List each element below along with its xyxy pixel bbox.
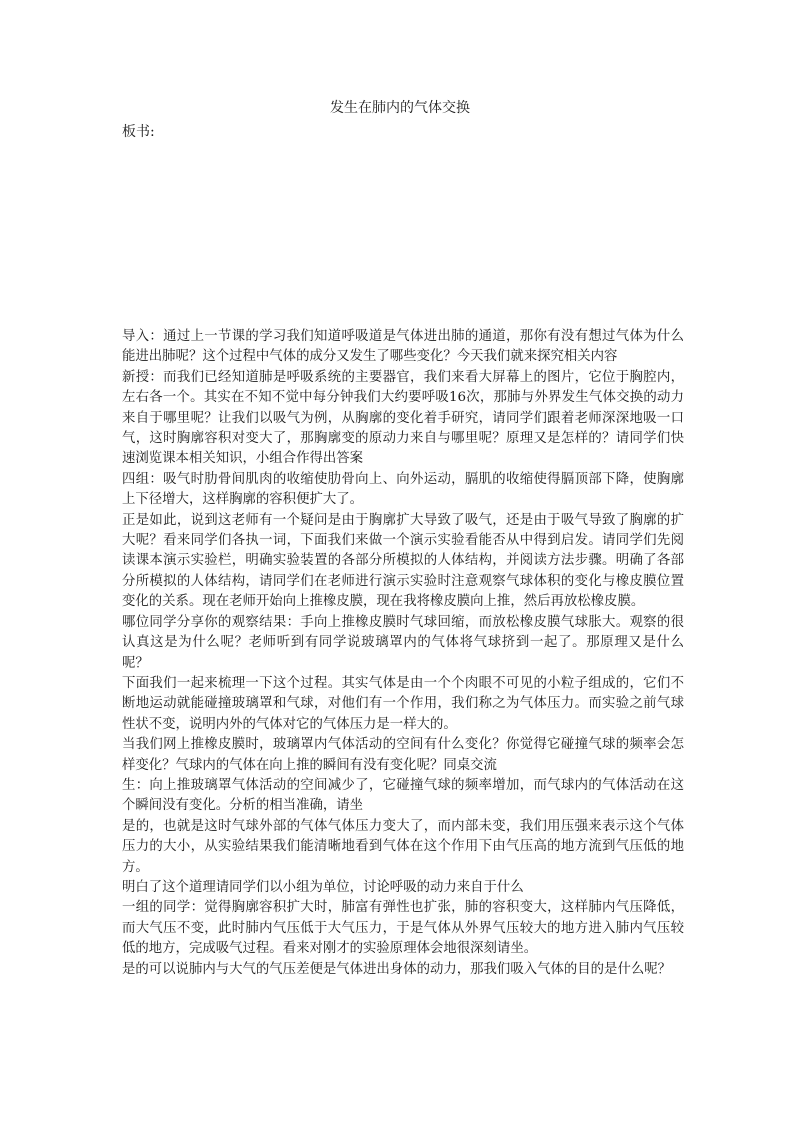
paragraph-observation: 哪位同学分享你的观察结果：手向上推橡皮膜时气球回缩，而放松橡皮膜气球胀大。观察的很认真这是为什么呢？老师听到有同学说玻璃罩内的气体将气球挤到一起了。那原理又是什么呢？ — [122, 614, 684, 671]
paragraph-new-lesson: 新授：而我们已经知道肺是呼吸系统的主要器官，我们来看大屏幕上的图片，它位于胸腔内，左右各一个。其实在不知不觉中每分钟我们大约要呼吸16次，那肺与外界发生气体交换的动力来自于哪里呢？让我们以吸气为例，从胸廓的变化着手研究，请同学们跟着老师深深地吸一口气，这时胸廓容积对变大了，那胸廓变的原动力来自与哪里呢？原理又是怎样的？请同学们快速浏览课本相关知识，小组合作得出答案 — [122, 369, 684, 467]
paragraph-gas-pressure: 下面我们一起来梳理一下这个过程。其实气体是由一个个肉眼不可见的小粒子组成的，它们不断地运动就能碰撞玻璃罩和气球，对他们有一个作用，我们称之为气体压力。而实验之前气球性状不变，说明内外的气体对它的气体压力是一样大的。 — [122, 675, 684, 732]
paragraph-push-membrane: 当我们网上推橡皮膜时，玻璃罩内气体活动的空间有什么变化？你觉得它碰撞气球的频率会怎样变化？气球内的气体在向上推的瞬间有没有变化呢？同桌交流 — [122, 737, 684, 773]
paragraph-conclusion: 是的可以说肺内与大气的气压差便是气体进出身体的动力，那我们吸入气体的目的是什么呢？ — [122, 961, 672, 977]
paragraph-demo-experiment: 正是如此，说到这老师有一个疑问是由于胸廓扩大导致了吸气，还是由于吸气导致了胸廓的扩大呢？看来同学们各执一词，下面我们来做一个演示实验看能否从中得到启发。请同学们先阅读课本演示实验栏，明确实验装置的各部分所模拟的人体结构，并阅读方法步骤。明确了各部分所模拟的人体结构，请同学们在老师进行演示实验时注意观察气球体积的变化与橡皮膜位置变化的关系。现在老师开始向上推橡皮膜，现在我将橡皮膜向上推，然后再放松橡皮膜。 — [122, 512, 684, 610]
paragraph-group-discussion: 明白了这个道理请同学们以小组为单位，讨论呼吸的动力来自于什么 — [122, 879, 524, 895]
board-label: 板书: — [122, 124, 155, 140]
paragraph-intro: 导入：通过上一节课的学习我们知道呼吸道是气体进出肺的通道，那你有没有想过气体为什么能进出肺呢？这个过程中气体的成分又发生了哪些变化？今天我们就来探究相关内容 — [122, 329, 684, 365]
paragraph-group-four: 四组：吸气时肋骨间肌肉的收缩使肋骨向上、向外运动，膈肌的收缩使得膈顶部下降，使胸廓上下径增大，这样胸廓的容积便扩大了。 — [122, 471, 684, 508]
blackboard-area-blank — [122, 146, 678, 322]
paragraph-student-answer: 生：向上推玻璃罩气体活动的空间减少了，它碰撞气球的频率增加，而气球内的气体活动在这个瞬间没有变化。分析的相当准确，请坐 — [122, 777, 684, 814]
paragraph-group-one: 一组的同学：觉得胸廓容积扩大时，肺富有弹性也扩张，肺的容积变大，这样肺内气压降低，而大气压不变，此时肺内气压低于大气压力，于是气体从外界气压较大的地方进入肺内气压较低的地方，完成吸气过程。看来对刚才的实验原理体会地很深刻请坐。 — [122, 900, 684, 957]
lesson-body — [122, 327, 684, 980]
document-title: 发生在肺内的气体交换 — [330, 100, 470, 116]
paragraph-pressure-explanation: 是的，也就是这时气球外部的气体气体压力变大了，而内部未变，我们用压强来表示这个气体压力的大小，从实验结果我们能清晰地看到气体在这个作用下由气压高的地方流到气压低的地方。 — [122, 818, 684, 875]
